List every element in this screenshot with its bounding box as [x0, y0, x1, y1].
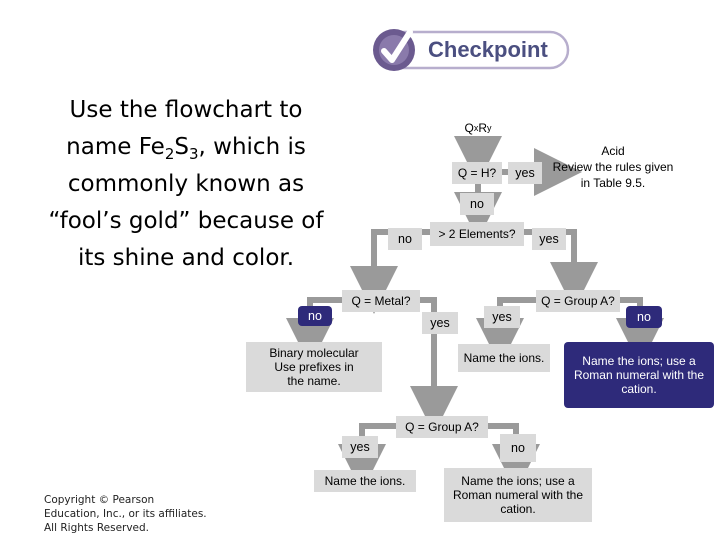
node-q-equals-h: Q = H?	[452, 162, 502, 184]
question-line-1: Use the flowchart to	[69, 97, 303, 123]
question-line-2: name $Fe_2S_3$, which is	[66, 134, 306, 163]
start-formula: Q x R y	[464, 121, 492, 135]
label-no-4: no	[626, 306, 662, 328]
node-roman-numeral-2: Name the ions; use a Roman numeral with the cation.	[444, 468, 592, 522]
label-yes-5: yes	[342, 436, 378, 458]
node-q-group-a-top: Q = Group A?	[536, 290, 620, 312]
copyright-notice: Copyright © Pearson Education, Inc., or its affiliates. All Rights Reserved.	[44, 494, 207, 534]
question-line-4: “fool’s gold” because of	[48, 208, 324, 234]
node-acid: Acid Review the rules given in Table 9.5.	[552, 144, 674, 190]
label-no-1: no	[460, 193, 494, 215]
label-yes-3: yes	[422, 312, 458, 334]
node-binary-molecular: Binary molecular Use prefixes in the name.	[246, 342, 382, 392]
label-no-3: no	[298, 306, 332, 326]
label-no-5: no	[500, 434, 536, 462]
question-line-5: its shine and color.	[77, 245, 295, 271]
label-yes-4: yes	[484, 306, 520, 328]
node-name-ions-2: Name the ions.	[314, 470, 416, 492]
node-more-than-two-elements: > 2 Elements?	[430, 222, 524, 246]
node-q-group-a-bottom: Q = Group A?	[396, 416, 488, 438]
question-line-3: commonly known as	[67, 171, 305, 197]
label-no-2: no	[388, 228, 422, 250]
logo-text: Checkpoint	[428, 37, 548, 62]
node-roman-numeral-1: Name the ions; use a Roman numeral with the cation.	[564, 342, 714, 408]
node-q-equals-metal: Q = Metal?	[342, 290, 420, 312]
label-yes-2: yes	[532, 228, 566, 250]
label-yes-1: yes	[508, 162, 542, 184]
node-name-ions-1: Name the ions.	[458, 344, 550, 372]
